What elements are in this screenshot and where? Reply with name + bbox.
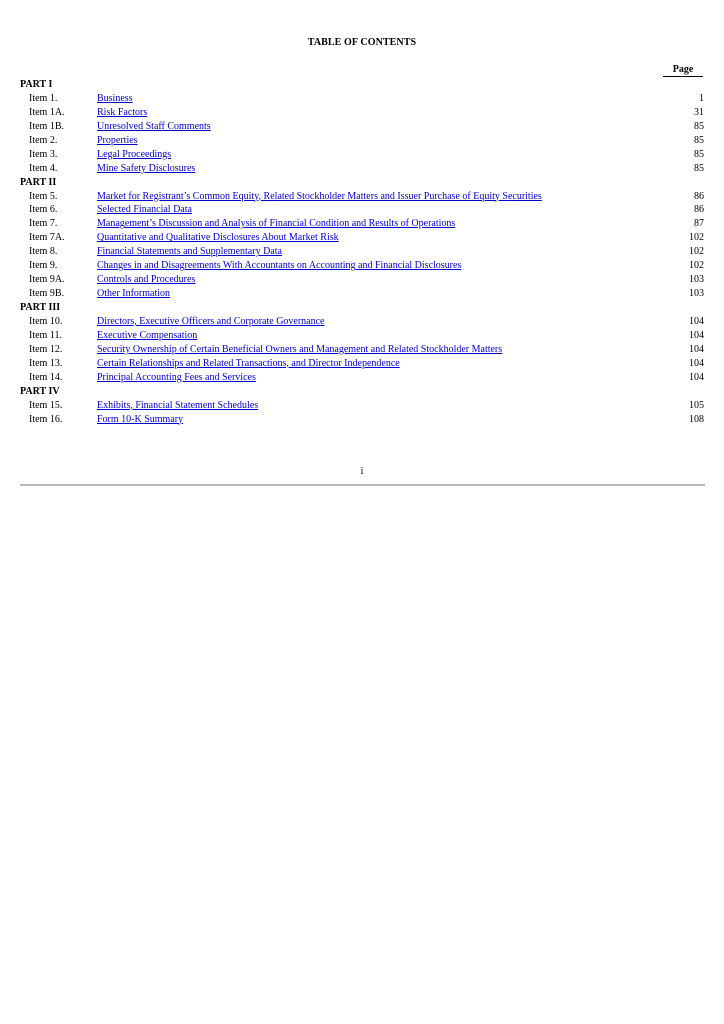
page-ref: 86 <box>694 204 704 216</box>
toc-link[interactable]: Executive Compensation <box>97 329 198 341</box>
item-number: Item 10. <box>29 315 63 327</box>
item-number: Item 9A. <box>29 274 65 286</box>
toc-row <box>20 273 704 287</box>
item-number: Item 11. <box>29 329 62 341</box>
toc-link[interactable]: Unresolved Staff Comments <box>97 120 211 132</box>
page-ref: 104 <box>689 329 704 341</box>
toc-row <box>20 203 704 217</box>
item-number: Item 15. <box>29 399 63 411</box>
toc-row <box>20 190 704 204</box>
item-number: Item 1A. <box>29 106 65 118</box>
page-ref: 85 <box>694 120 704 132</box>
page-ref: 103 <box>689 288 704 300</box>
item-number: Item 3. <box>29 148 58 160</box>
toc-link[interactable]: Properties <box>97 134 138 146</box>
toc-link[interactable]: Management’s Discussion and Analysis of Financial Condition and Results of Operations <box>97 218 456 230</box>
toc-link[interactable]: Market for Registrant’s Common Equity, Related Stockholder Matters and Issuer Purchase of Equity Securities <box>97 190 542 202</box>
toc-row <box>20 399 704 413</box>
page-ref: 86 <box>694 190 704 202</box>
toc-row <box>20 106 704 120</box>
item-number: Item 2. <box>29 134 58 146</box>
part-heading: PART IV <box>20 385 60 397</box>
part-heading: PART II <box>20 176 57 188</box>
toc-link[interactable]: Directors, Executive Officers and Corporate Governance <box>97 315 325 327</box>
page-ref: 1 <box>699 92 704 104</box>
toc-row <box>20 357 704 371</box>
toc-row <box>20 413 704 427</box>
toc-row <box>20 231 704 245</box>
item-number: Item 9. <box>29 260 58 272</box>
item-number: Item 6. <box>29 204 58 216</box>
page-ref: 87 <box>694 218 704 230</box>
toc-row <box>20 217 704 231</box>
page-ref: 102 <box>689 260 704 272</box>
page-ref: 85 <box>694 148 704 160</box>
item-number: Item 13. <box>29 357 63 369</box>
item-number: Item 1. <box>29 92 58 104</box>
part-heading: PART III <box>20 302 61 313</box>
page-ref: 102 <box>689 232 704 244</box>
toc-link[interactable]: Other Information <box>97 288 171 300</box>
toc-link[interactable]: Exhibits, Financial Statement Schedules <box>97 399 259 411</box>
item-number: Item 1B. <box>29 120 64 132</box>
page-title: TABLE OF CONTENTS <box>307 37 417 48</box>
toc-link[interactable]: Principal Accounting Fees and Services <box>97 371 256 383</box>
page-ref: 105 <box>689 399 704 411</box>
toc-row <box>20 162 704 176</box>
toc-row <box>20 92 704 106</box>
page-ref: 85 <box>694 162 704 174</box>
item-number: Item 9B. <box>29 288 64 300</box>
page-ref: 31 <box>694 106 704 118</box>
page-ref: 104 <box>689 371 704 383</box>
page-column-header: Page <box>663 64 703 77</box>
toc-link[interactable]: Certain Relationships and Related Transactions, and Director Independence <box>97 357 400 369</box>
toc-row <box>20 259 704 273</box>
item-number: Item 8. <box>29 246 58 258</box>
table-of-contents <box>20 78 704 426</box>
item-number: Item 7. <box>29 218 58 230</box>
toc-link[interactable]: Selected Financial Data <box>97 204 192 216</box>
part-heading: PART I <box>20 79 53 90</box>
toc-link[interactable]: Business <box>97 92 133 104</box>
page-ref: 85 <box>694 134 704 146</box>
item-number: Item 12. <box>29 343 63 355</box>
toc-row <box>20 371 704 385</box>
toc-row <box>20 245 704 259</box>
page-ref: 104 <box>689 357 704 369</box>
page-ref: 108 <box>689 413 704 425</box>
page-ref: 103 <box>689 274 704 286</box>
toc-link[interactable]: Legal Proceedings <box>97 148 172 160</box>
toc-row <box>20 148 704 162</box>
item-number: Item 16. <box>29 413 63 425</box>
page-divider <box>20 484 705 486</box>
toc-link[interactable]: Changes in and Disagreements With Accountants on Accounting and Financial Disclosures <box>97 260 462 272</box>
toc-link[interactable]: Controls and Procedures <box>97 274 196 286</box>
page-number: i <box>360 466 364 477</box>
toc-row <box>20 287 704 301</box>
toc-link[interactable]: Security Ownership of Certain Beneficial Owners and Management and Related Stockholder Matters <box>97 343 503 355</box>
item-number: Item 7A. <box>29 232 65 244</box>
toc-row <box>20 329 704 343</box>
toc-row <box>20 343 704 357</box>
item-number: Item 14. <box>29 371 63 383</box>
page-ref: 102 <box>689 246 704 258</box>
toc-row <box>20 120 704 134</box>
toc-link[interactable]: Mine Safety Disclosures <box>97 162 196 174</box>
toc-link[interactable]: Quantitative and Qualitative Disclosures About Market Risk <box>97 232 339 244</box>
toc-link[interactable]: Financial Statements and Supplementary Data <box>97 246 282 258</box>
toc-link[interactable]: Risk Factors <box>97 106 148 118</box>
page-ref: 104 <box>689 343 704 355</box>
page-ref: 104 <box>689 315 704 327</box>
toc-link[interactable]: Form 10-K Summary <box>97 413 184 425</box>
toc-row <box>20 315 704 329</box>
item-number: Item 5. <box>29 190 58 202</box>
toc-row <box>20 134 704 148</box>
item-number: Item 4. <box>29 162 58 174</box>
